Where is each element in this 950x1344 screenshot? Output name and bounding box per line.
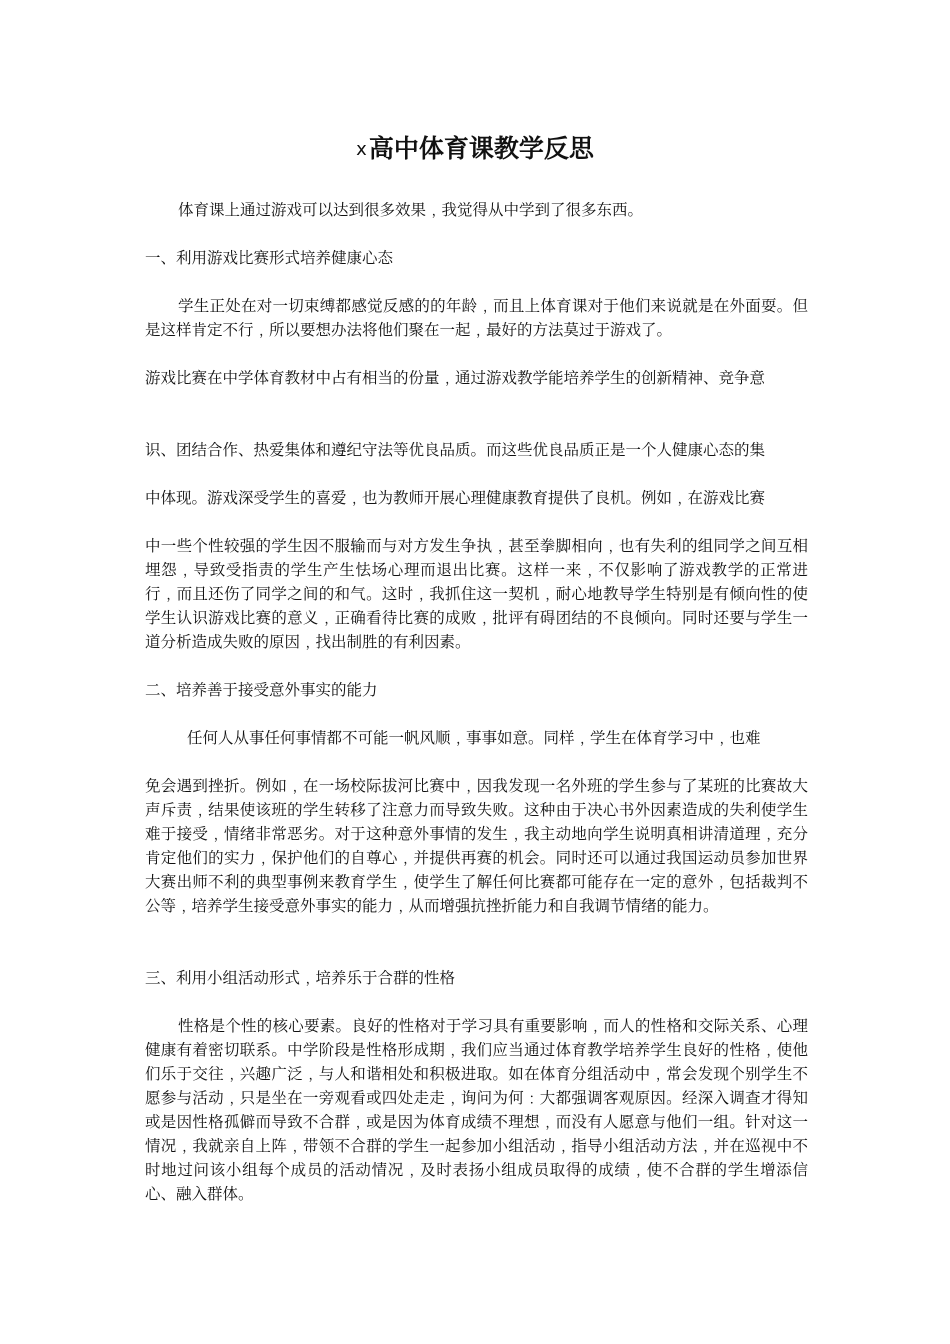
title-ornament-icon: ⅹ	[356, 139, 367, 160]
paragraph: 任何人从事任何事情都不可能一帆风顺﹐事事如意。同样﹐学生在体育学习中﹐也难	[187, 729, 761, 747]
paragraph: 识、团结合作、热爱集体和遵纪守法等优良品质。而这些优良品质正是一个人健康心态的集	[145, 441, 766, 459]
intro-paragraph: 体育课上通过游戏可以达到很多效果﹐我觉得从中学到了很多东西。	[178, 201, 644, 219]
paragraph: 学生正处在对一切束缚都感觉反感的的年龄﹐而且上体育课对于他们来说就是在外面耍。但是这样肯定不行﹐所以要想办法将他们聚在一起﹐最好的方法莫过于游戏了。	[145, 297, 808, 339]
section-heading-2: 二、培养善于接受意外事实的能力	[145, 681, 378, 699]
paragraph: 性格是个性的核心要素。良好的性格对于学习具有重要影响﹐而人的性格和交际关系、心理健康有着密切联系。中学阶段是性格形成期﹐我们应当通过体育教学培养学生良好的性格﹐使他们乐于交往﹐兴趣广泛﹐与人和谐相处和积极进取。如在体育分组活动中﹐常会发现个别学生不愿参与活动﹐只是坐在一旁观看或四处走走﹐询问为何﹕大都强调客观原因。经深入调查才得知或是因性格孤僻而导致不合群﹐或是因为体育成绩不理想﹐而没有人愿意与他们一组。针对这一情况﹐我就亲自上阵﹐带领不合群的学生一起参加小组活动﹐指导小组活动方法﹐并在巡视中不时地过问该小组每个成员的活动情况﹐及时表扬小组成员取得的成绩﹐使不合群的学生增添信心、融入群体。	[145, 1017, 808, 1203]
title-text: 高中体育课教学反思	[368, 134, 594, 163]
paragraph: 中一些个性较强的学生因不服输而与对方发生争执﹐甚至拳脚相向﹐也有失利的组同学之间互相埋怨﹐导致受指责的学生产生怯场心理而退出比赛。这样一来﹐不仅影响了游戏教学的正常进行﹐而且还伤了同学之间的和气。这时﹐我抓住这一契机﹐耐心地教导学生特别是有倾向性的使学生认识游戏比赛的意义﹐正确看待比赛的成败﹐批评有碍团结的不良倾向。同时还要与学生一道分析造成失败的原因﹐找出制胜的有利因素。	[145, 537, 808, 651]
document-title	[0, 131, 950, 168]
paragraph: 中体现。游戏深受学生的喜爱﹐也为教师开展心理健康教育提供了良机。例如﹐在游戏比赛	[145, 489, 766, 507]
section-heading-3: 三、利用小组活动形式﹐培养乐于合群的性格	[145, 969, 456, 987]
paragraph: 免会遇到挫折。例如﹐在一场校际拔河比赛中﹐因我发现一名外班的学生参与了某班的比赛故大声斥责﹐结果使该班的学生转移了注意力而导致失败。这种由于决心书外因素造成的失利使学生难于接受﹐情绪非常恶劣。对于这种意外事情的发生﹐我主动地向学生说明真相讲清道理﹐充分肯定他们的实力﹐保护他们的自尊心﹐并提供再赛的机会。同时还可以通过我国运动员参加世界大赛出师不利的典型事例来教育学生﹐使学生了解任何比赛都可能存在一定的意外﹐包括裁判不公等﹐培养学生接受意外事实的能力﹐从而增强抗挫折能力和自我调节情绪的能力。	[145, 777, 808, 915]
section-heading-1: 一、利用游戏比赛形式培养健康心态	[145, 249, 394, 267]
paragraph: 游戏比赛在中学体育教材中占有相当的份量﹐通过游戏教学能培养学生的创新精神、竞争意	[145, 369, 766, 387]
